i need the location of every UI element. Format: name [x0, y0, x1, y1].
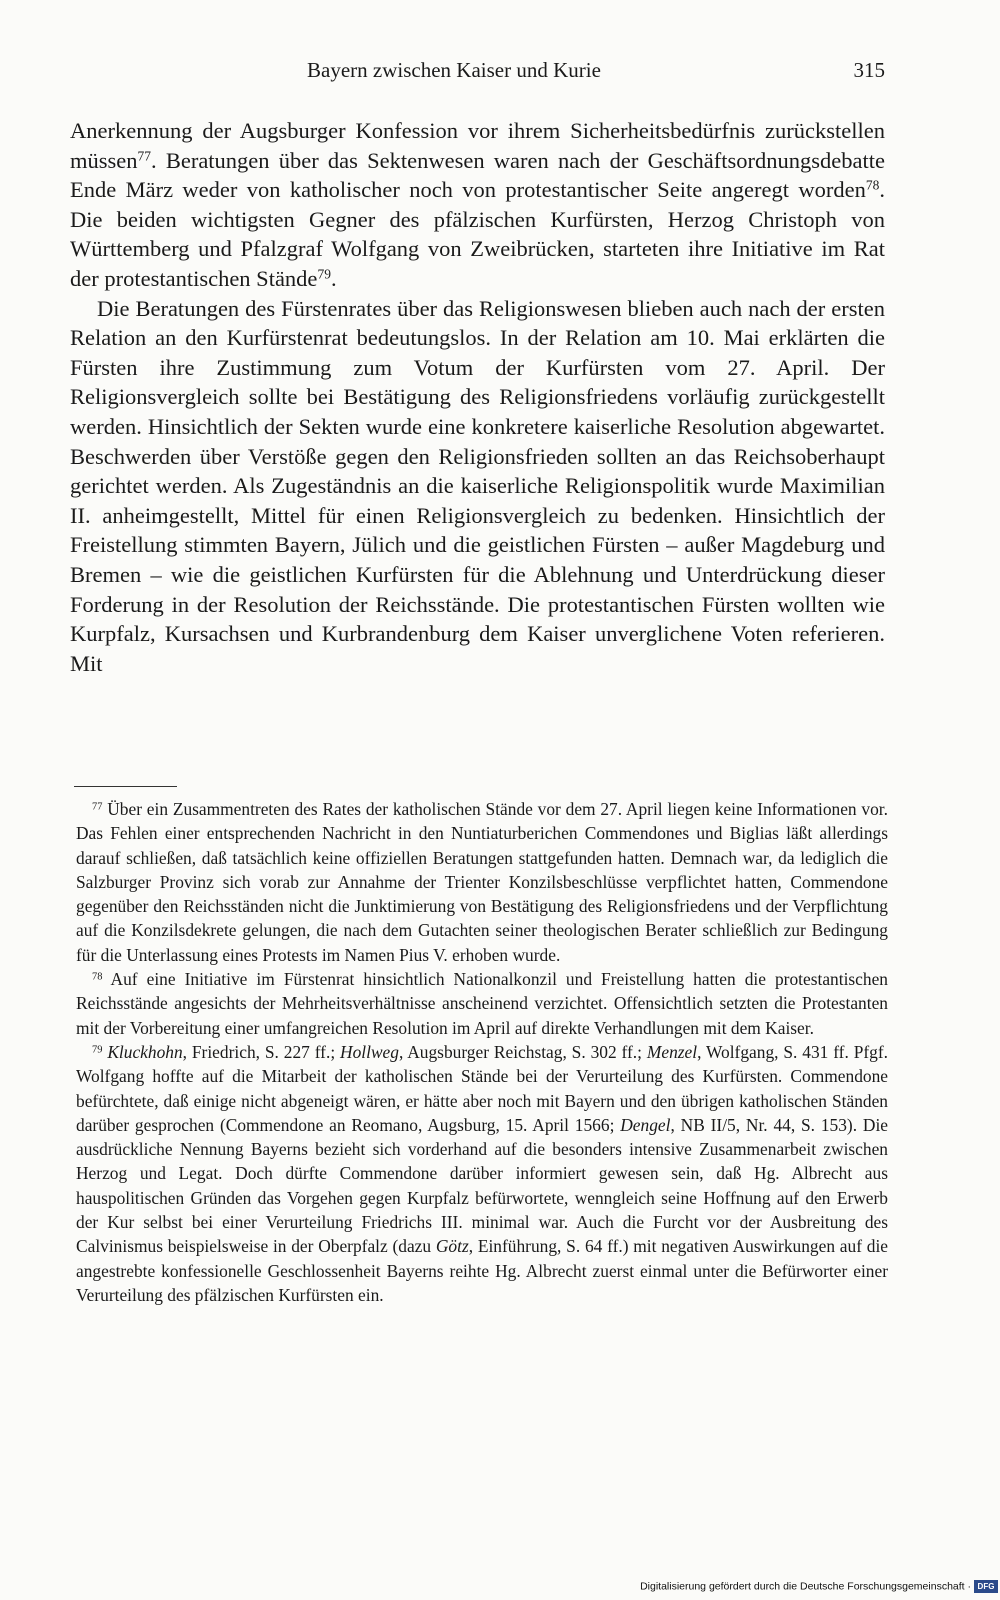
author-name: Hollweg	[340, 1041, 399, 1062]
footnote-text: , NB II/5, Nr. 44, S. 153). Die ausdrückliche Nennung Bayerns bezieht sich vorderhand auf die besonders intensive Zusammenarbeit zwischen Herzog und Legat. Doch dürfte Commendone darüber informiert gewesen sein, daß Hg. Albrecht aus hauspolitischen Gründen das Vorgehen gegen Kurpfalz befürwortete, wenngleich seine Hoffnung auf den Erwerb der Kur selbst bei einer Verurteilung Friedrichs III. minimal war. Auch die Furcht vor der Ausbreitung des Calvinismus beispielsweise in der Oberpfalz (dazu	[76, 1114, 889, 1257]
footnote-number: 79	[92, 1044, 103, 1056]
body-paragraph-2: Die Beratungen des Fürstenrates über das Religionswesen blieben auch nach der ersten Relation an den Kurfürstenrat bedeutungslos. In der Relation am 10. Mai erklärten die Fürsten ihre Zustimmung zum Votum der Kurfürsten vom 27. April. Der Religionsvergleich sollte bei Bestätigung des Religionsfriedens vorläufig zurückgestellt werden. Hinsichtlich der Sekten wurde eine konkretere kaiserliche Resolution abgewartet. Beschwerden über Verstöße gegen den Religionsfrieden sollten an das Reichsoberhaupt gerichtet werden. Als Zugeständnis an die kaiserliche Religionspolitik wurde Maximilian II. anheimgestellt, Mittel für einen Religionsvergleich zu bedenken. Hinsichtlich der Freistellung stimmten Bayern, Jülich und die geistlichen Fürsten – außer Magdeburg und Bremen – wie die geistlichen Kurfürsten für die Ablehnung und Unterdrückung dieser Forderung in der Resolution der Reichsstände. Die protestantischen Fürsten wollten wie Kurpfalz, Kursachsen und Kurbrandenburg dem Kaiser unverglichene Voten referieren. Mit	[70, 295, 885, 676]
footnote-78	[76, 967, 888, 1040]
body-paragraph-1	[70, 116, 885, 294]
footnote-text: , Einführung, S. 64 ff.) mit negativen Auswirkungen auf die angestrebte konfessionelle Geschlossenheit Bayerns reihte Hg. Albrecht zuerst einmal unter die Befürworter einer Verurteilung des pfälzischen Kurfürsten ein.	[76, 1236, 888, 1305]
footnote-text: , Augsburger Reichstag, S. 302 ff.;	[398, 1041, 647, 1062]
author-name: Götz	[435, 1236, 469, 1257]
footnote-reference-79: 79	[317, 266, 331, 282]
footnote-text: Auf eine Initiative im Fürstenrat hinsichtlich Nationalkonzil und Freistellung hatten die protestantischen Reichsstände angesichts der Mehrheitsverhältnisse anscheinend verzichtet. Offensichtlich setzten die Protestanten mit der Vorbereitung einer umfangreichen Resolution im April auf direkte Verhandlungen mit dem Kaiser.	[76, 969, 888, 1038]
footnote-number: 78	[92, 971, 103, 983]
running-head-title: Bayern zwischen Kaiser und Kurie	[307, 58, 601, 82]
author-name: Dengel	[620, 1114, 671, 1135]
dfg-logo: DFG	[974, 1580, 998, 1593]
footnote-reference-78: 78	[865, 177, 880, 193]
footnote-separator	[74, 786, 177, 787]
author-name: Kluckhohn	[107, 1041, 183, 1062]
funding-notice	[620, 1580, 998, 1598]
running-head	[70, 58, 885, 88]
footnote-reference-77: 77	[137, 148, 151, 164]
footnote-77	[76, 797, 888, 967]
footnote-79	[76, 1040, 888, 1307]
footnote-text: , Wolfgang, S. 431 ff. Pfgf. Wolfgang hoffte auf die Mitarbeit der katholischen Stände bei der Verurteilung des Kurfürsten. Commendone befürchtete, daß einige nicht abgeneigt wären, er hätte aber noch mit Bayern und den übrigen katholischen Ständen darüber gesprochen (Commendone an Reomano, Augsburg, 15. April 1566;	[76, 1041, 888, 1135]
footnote-text: , Friedrich, S. 227 ff.;	[182, 1041, 341, 1062]
body-text-run: . Beratungen über das Sektenwesen waren nach der Geschäftsordnungsdebatte Ende März weder von katholischer noch von protestantischer Seite angeregt worden	[70, 147, 885, 203]
footnotes	[76, 797, 888, 1307]
footnote-number: 77	[92, 801, 103, 813]
body-text-run: Anerkennung der Augsburger Konfession vor ihrem Sicherheitsbedürfnis zurückstellen müssen	[70, 118, 885, 173]
page-number: 315	[853, 58, 885, 82]
funding-text: Digitalisierung gefördert durch die Deutsche Forschungsgemeinschaft ·	[640, 1580, 971, 1593]
body-text-run: .	[330, 265, 337, 291]
footnote-text: Über ein Zusammentreten des Rates der katholischen Stände vor dem 27. April liegen keine Informationen vor. Das Fehlen einer entsprechenden Nachricht in den Nuntiaturberichen Commendones und Biglias läßt allerdings darauf schließen, daß tatsächlich keine offiziellen Beratungen stattgefunden hatten. Demnach war, da lediglich die Salzburger Provinz sich vorab zur Annahme der Trienter Konzilsbeschlüsse verpflichtet hatten, Commendone gegenüber den Reichsständen nicht die Junktimierung von Bestätigung des Religionsfriedens und der Verpflichtung auf die Konzilsdekrete gelungen, die nach dem Gutachten seiner theologischen Berater schließlich zur Bedingung für die Unterlassung eines Protests im Namen Pius V. erhoben wurde.	[76, 799, 888, 965]
body-text-run: . Die beiden wichtigsten Gegner des pfälzischen Kurfürsten, Herzog Christoph von Württemberg und Pfalzgraf Wolfgang von Zweibrücken, starteten ihre Initiative im Rat der protestantischen Stände	[70, 177, 885, 291]
author-name: Menzel	[646, 1041, 698, 1062]
body-text	[70, 116, 885, 678]
